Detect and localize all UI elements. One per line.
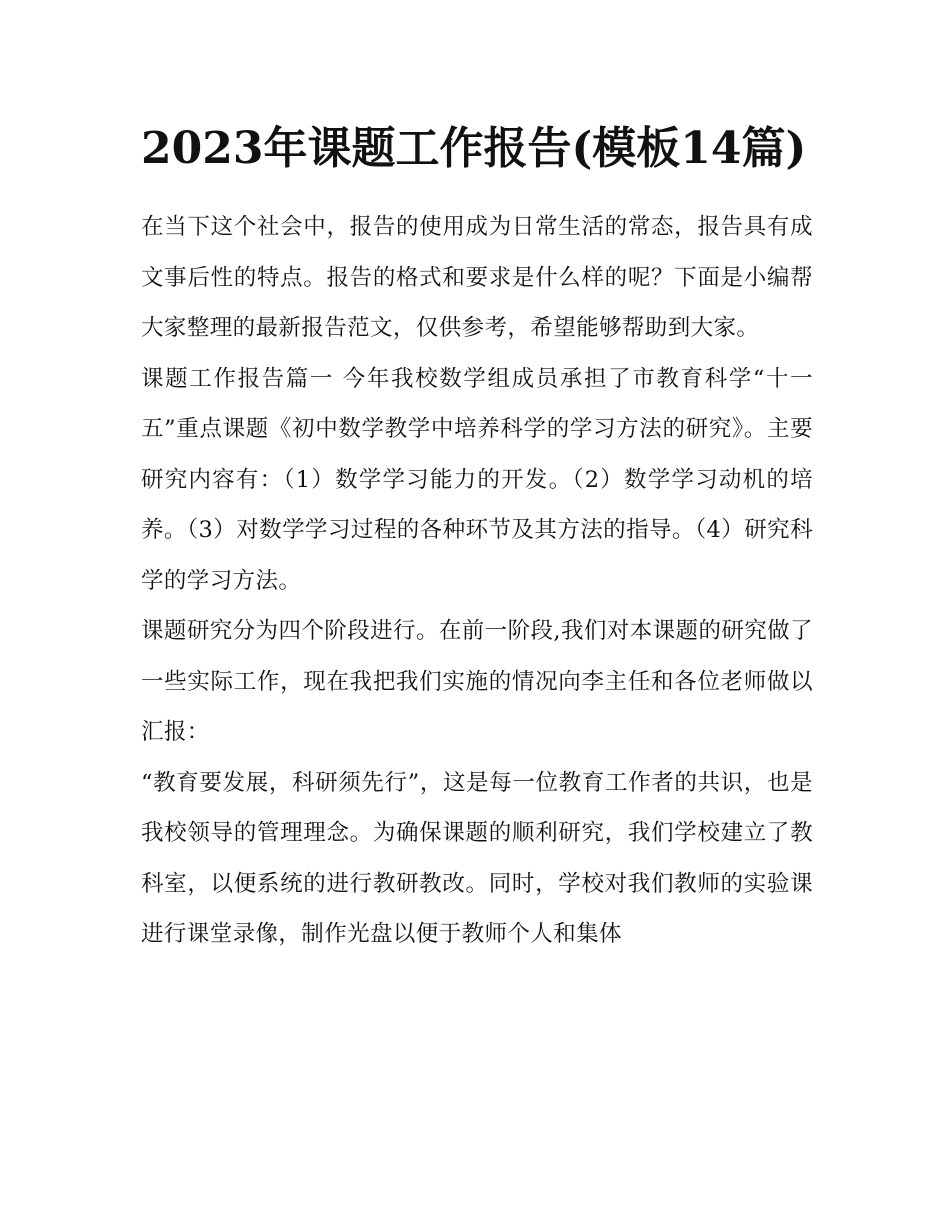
paragraph-research-stages: 课题研究分为四个阶段进行。在前一阶段,我们对本课题的研究做了一些实际工作，现在我把我们实施的情况向李主任和各位老师做以汇报：: [141, 618, 813, 745]
paragraph-intro: 在当下这个社会中，报告的使用成为日常生活的常态，报告具有成文事后性的特点。报告的格式和要求是什么样的呢？下面是小编帮大家整理的最新报告范文，仅供参考，希望能够帮助到大家。: [141, 214, 813, 341]
paragraph-report-one: 课题工作报告篇一 今年我校数学组成员承担了市教育科学“十一五”重点课题《初中数学教学中培养科学的学习方法的研究》。主要研究内容有：（1）数学学习能力的开发。（2）数学学习动机的培养。（3）对数学学习过程的各种环节及其方法的指导。（4）研究科学的学习方法。: [141, 365, 813, 594]
document-page: [141, 118, 813, 960]
document-title: 2023年课题工作报告(模板14篇): [141, 123, 807, 174]
paragraph-research-first: “教育要发展，科研须先行”，这是每一位教育工作者的共识，也是我校领导的管理理念。为确保课题的顺利研究，我们学校建立了教科室，以便系统的进行教研教改。同时，学校对我们教师的实验课进行课堂录像，制作光盘以便于教师个人和集体: [141, 769, 813, 947]
